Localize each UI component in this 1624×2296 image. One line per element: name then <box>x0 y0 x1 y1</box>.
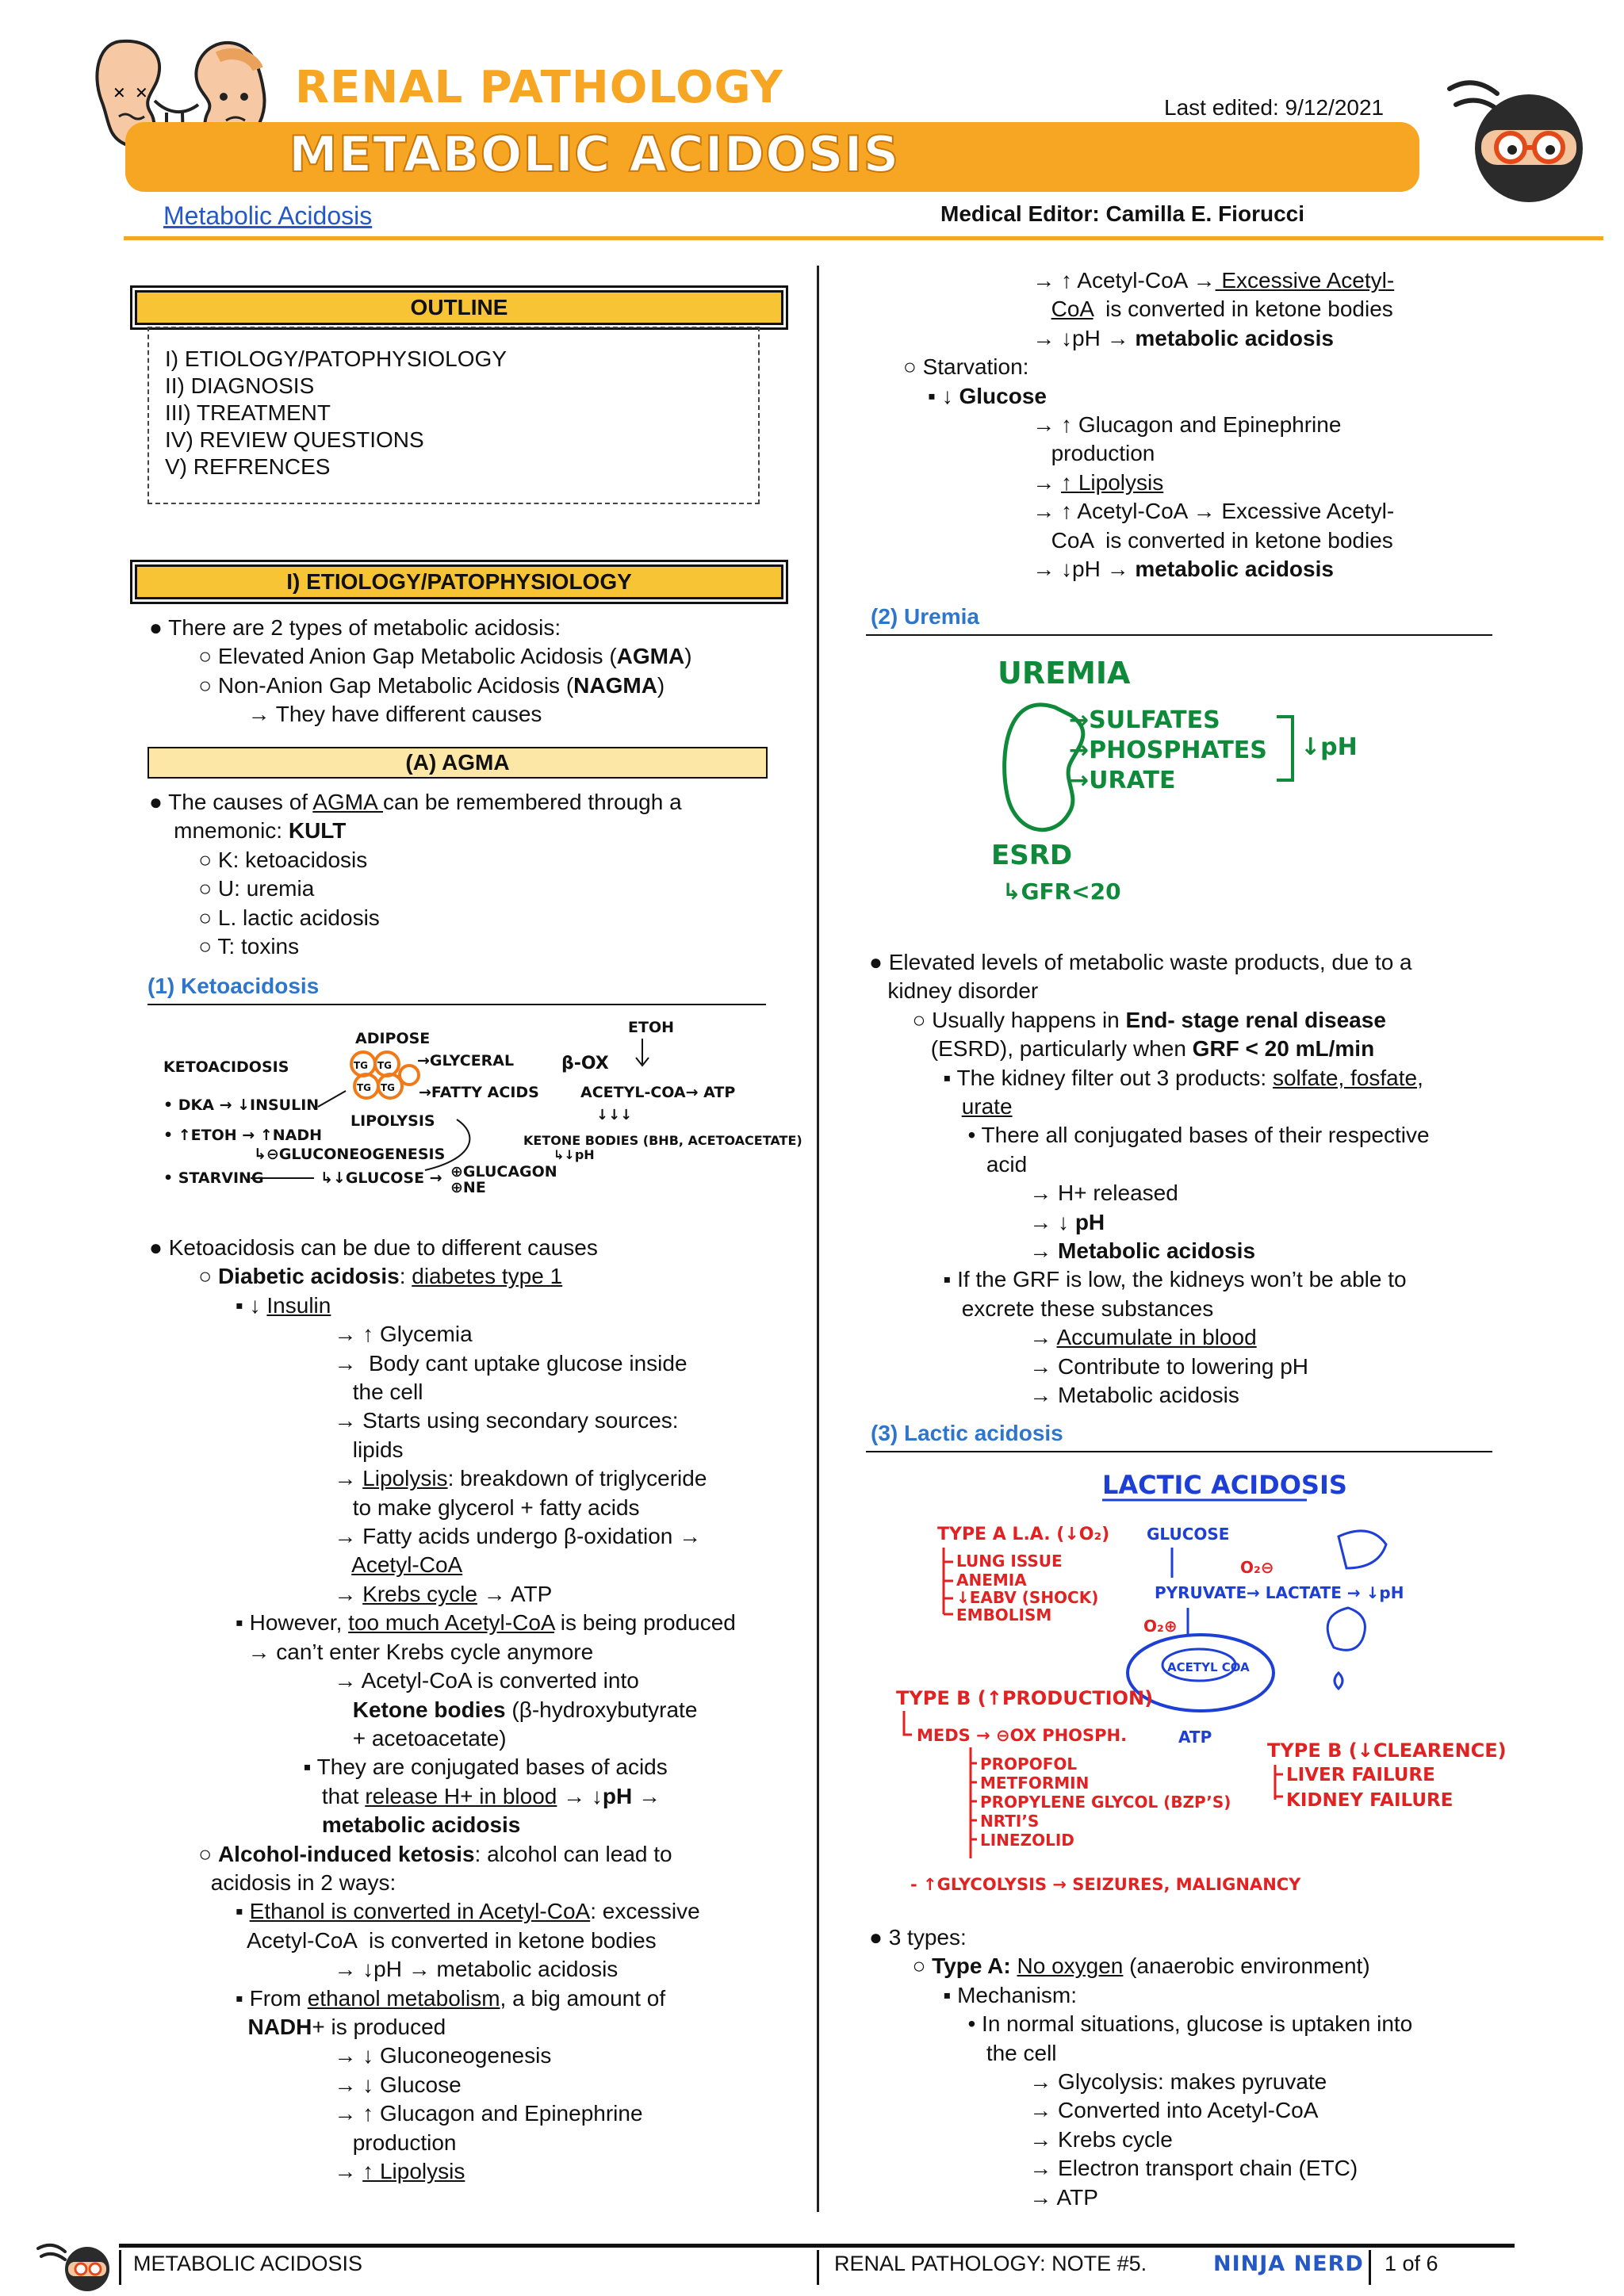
svg-text:LINEZOLID: LINEZOLID <box>980 1831 1074 1850</box>
svg-text:ADIPOSE: ADIPOSE <box>355 1030 431 1047</box>
ninja-footer-icon <box>35 2241 114 2293</box>
svg-text:• DKA → ↓INSULIN: • DKA → ↓INSULIN <box>163 1096 320 1114</box>
svg-text:- ↑GLYCOLYSIS → SEIZURES, MALI: - ↑GLYCOLYSIS → SEIZURES, MALIGNANCY <box>910 1875 1301 1894</box>
section1-intro: ● There are 2 types of metabolic acidosis: ○ Elevated Anion Gap Metabolic Acidosis (AGMA) ○ Non-Anion Gap Metabolic Acidosis (NAGMA) → They have different causes <box>149 615 692 727</box>
svg-text:O₂⊕: O₂⊕ <box>1143 1617 1178 1636</box>
ketoacidosis-diagram <box>155 1008 814 1199</box>
last-edited: Last edited: 9/12/2021 <box>1164 95 1385 120</box>
ketoacidosis-text: ● Ketoacidosis can be due to different causes ○ Diabetic acidosis: diabetes type 1 ▪ ↓ Insulin → ↑ Glycemia → Body cant uptake glucose inside the cell → Starts using secondary sources: lipids → Lipolysis: breakdown of triglyceride to make glycerol + fatty acids → Fatty acids undergo β-oxidation → Acetyl-CoA → Krebs cycle → ATP ▪ However, too much Acetyl-CoA is being produced → can’t enter Krebs cycle anymore → Acetyl-CoA is converted into Ketone bodies (β-hydroxybutyrate + acetoacetate) ▪ They are conjugated bases of acids that release H+ in blood → ↓pH → metabolic acidosis ○ Alcohol-induced ketosis: alcohol can lead to acidosis in 2 ways: ▪ Ethanol is converted in Acetyl-CoA: excessive Acetyl-CoA is converted in ketone bodies → ↓pH → metabolic acidosis ▪ From ethanol metabolism, a big amount of NADH+ is produced → ↓ Gluconeogenesis → ↓ Glucose → ↑ Glucagon and Epinephrine production → ↑ Lipolysis <box>149 1235 736 2183</box>
svg-text:ACETYL-COA→ ATP: ACETYL-COA→ ATP <box>580 1084 736 1101</box>
topic-link[interactable]: Metabolic Acidosis <box>163 201 373 230</box>
lactic-acidosis-heading-rule <box>866 1451 1492 1452</box>
lactic-acidosis-text: ● 3 types: ○ Type A: No oxygen (anaerobic environment) ▪ Mechanism: • In normal situations, glucose is uptaken into the cell → Glycolysis: makes pyruvate → Converted into Acetyl-CoA → Krebs cycle → Electron transport chain (ETC) → ATP <box>869 1925 1413 2210</box>
svg-text:TYPE A L.A. (↓O₂): TYPE A L.A. (↓O₂) <box>937 1525 1110 1544</box>
svg-text:• STARVING: • STARVING <box>163 1169 264 1187</box>
ketoacidosis-heading: (1) Ketoacidosis <box>147 974 320 998</box>
ninja-nerd-logo: NINJA NERD <box>1213 2252 1364 2276</box>
svg-text:O₂⊖: O₂⊖ <box>1240 1558 1274 1577</box>
svg-text:↳↓GLUCOSE →: ↳↓GLUCOSE → <box>320 1169 442 1187</box>
footer-left: METABOLIC ACIDOSIS <box>133 2252 363 2275</box>
svg-text:UREMIA: UREMIA <box>998 656 1131 691</box>
svg-text:KIDNEY FAILURE: KIDNEY FAILURE <box>1286 1790 1454 1811</box>
svg-text:LUNG ISSUE: LUNG ISSUE <box>956 1552 1063 1571</box>
medical-editor: Medical Editor: Camilla E. Fiorucci <box>940 201 1304 226</box>
header-title-main: METABOLIC ACIDOSIS <box>289 125 900 183</box>
ketoacidosis-heading-rule <box>147 1004 766 1005</box>
outline-list <box>165 346 507 480</box>
svg-text:↓↓↓: ↓↓↓ <box>596 1107 633 1123</box>
svg-text:TYPE B (↑PRODUCTION): TYPE B (↑PRODUCTION) <box>896 1687 1154 1709</box>
svg-text:METFORMIN: METFORMIN <box>980 1774 1090 1793</box>
outline-heading: OUTLINE <box>135 290 783 325</box>
uremia-text: ● Elevated levels of metabolic waste products, due to a kidney disorder ○ Usually happens in End- stage renal disease (ESRD), particularly when GRF < 20 mL/min ▪ The kidney filter out 3 products: solfate, fosfate, urate • There all conjugated bases of their respective acid → H+ released → ↓ pH → Metabolic acidosis ▪ If the GRF is low, the kidneys won’t be able to excrete these substances → Accumulate in blood → Contribute to lowering pH → Metabolic acidosis <box>869 950 1430 1408</box>
outline-item[interactable]: IV) REVIEW QUESTIONS <box>165 427 424 452</box>
svg-text:LIVER FAILURE: LIVER FAILURE <box>1286 1765 1435 1785</box>
svg-text:↳⊖GLUCONEOGENESIS: ↳⊖GLUCONEOGENESIS <box>254 1146 446 1163</box>
svg-text:KETOACIDOSIS: KETOACIDOSIS <box>163 1058 289 1076</box>
svg-text:→URATE: →URATE <box>1069 767 1176 794</box>
header-divider <box>124 236 1603 240</box>
svg-text:MEDS → ⊖OX PHOSPH.: MEDS → ⊖OX PHOSPH. <box>917 1726 1128 1745</box>
right-top-text: → ↑ Acetyl-CoA → Excessive Acetyl- CoA is converted in ketone bodies → ↓pH → metabolic acidosis ○ Starvation: ▪ ↓ Glucose → ↑ Glucagon and Epinephrine production → ↑ Lipolysis → ↑ Acetyl-CoA → Excessive Acetyl- CoA is converted in ketone bodies → ↓pH → metabolic acidosis <box>902 268 1395 582</box>
svg-text:LACTIC ACIDOSIS: LACTIC ACIDOSIS <box>1102 1470 1347 1500</box>
svg-text:ESRD: ESRD <box>991 840 1073 871</box>
svg-text:NRTI’S: NRTI’S <box>980 1812 1040 1831</box>
svg-text:→PHOSPHATES: →PHOSPHATES <box>1069 737 1267 764</box>
svg-text:→ LACTATE → ↓pH: → LACTATE → ↓pH <box>1247 1583 1404 1602</box>
svg-text:PROPOFOL: PROPOFOL <box>980 1755 1078 1774</box>
svg-text:→SULFATES: →SULFATES <box>1069 706 1220 734</box>
outline-item[interactable]: II) DIAGNOSIS <box>165 373 315 398</box>
outline-item[interactable]: V) REFRENCES <box>165 454 331 479</box>
svg-text:TG: TG <box>377 1060 393 1071</box>
uremia-diagram <box>975 644 1404 921</box>
svg-text:PYRUVATE: PYRUVATE <box>1155 1583 1247 1602</box>
svg-text:β-OX: β-OX <box>561 1054 609 1073</box>
svg-text:GLUCOSE: GLUCOSE <box>1147 1525 1230 1544</box>
ninja-mascot-icon <box>1434 73 1592 208</box>
svg-text:↓EABV (SHOCK): ↓EABV (SHOCK) <box>956 1588 1099 1607</box>
svg-text:LIPOLYSIS: LIPOLYSIS <box>350 1112 435 1130</box>
svg-text:ANEMIA: ANEMIA <box>956 1571 1027 1590</box>
svg-text:TYPE B (↓CLEARENCE): TYPE B (↓CLEARENCE) <box>1267 1739 1507 1762</box>
uremia-heading: (2) Uremia <box>871 604 979 629</box>
svg-text:✕: ✕ <box>135 83 148 102</box>
svg-text:TG: TG <box>381 1082 396 1093</box>
outline-item[interactable]: I) ETIOLOGY/PATOPHYSIOLOGY <box>165 346 507 371</box>
svg-text:• ↑ETOH → ↑NADH: • ↑ETOH → ↑NADH <box>163 1127 323 1144</box>
svg-text:TG: TG <box>354 1060 369 1071</box>
svg-text:PROPYLENE GLYCOL (BZP’S): PROPYLENE GLYCOL (BZP’S) <box>980 1793 1231 1812</box>
page-number: 1 of 6 <box>1385 2252 1438 2275</box>
agma-text: ● The causes of AGMA can be remembered through a mnemonic: KULT ○ K: ketoacidosis ○ U: uremia ○ L. lactic acidosis ○ T: toxins <box>149 790 682 959</box>
uremia-heading-rule <box>866 634 1492 636</box>
svg-text:KETONE BODIES (BHB, ACETOACETA: KETONE BODIES (BHB, ACETOACETATE) <box>523 1133 802 1148</box>
svg-text:↓pH: ↓pH <box>1300 733 1358 761</box>
svg-text:→FATTY ACIDS: →FATTY ACIDS <box>419 1084 539 1101</box>
column-divider <box>817 266 819 2212</box>
lactic-acidosis-heading: (3) Lactic acidosis <box>871 1421 1063 1445</box>
footer-rule <box>119 2244 1515 2248</box>
agma-heading: (A) AGMA <box>147 747 768 779</box>
svg-text:ATP: ATP <box>1178 1728 1212 1747</box>
svg-text:⊕GLUCAGON: ⊕GLUCAGON <box>450 1163 557 1181</box>
svg-text:ACETYL COA: ACETYL COA <box>1167 1660 1250 1674</box>
section1-heading: I) ETIOLOGY/PATOPHYSIOLOGY <box>135 564 783 599</box>
svg-text:TG: TG <box>357 1082 372 1093</box>
svg-text:↳GFR<20: ↳GFR<20 <box>1002 878 1121 905</box>
svg-text:EMBOLISM: EMBOLISM <box>956 1605 1052 1624</box>
outline-item[interactable]: III) TREATMENT <box>165 400 331 425</box>
header-title-top: RENAL PATHOLOGY <box>295 62 783 113</box>
footer-separator <box>1369 2250 1371 2285</box>
svg-text:⊕NE: ⊕NE <box>450 1179 486 1196</box>
footer-center: RENAL PATHOLOGY: NOTE #5. <box>834 2252 1147 2275</box>
footer-separator <box>119 2250 121 2285</box>
svg-text:→GLYCERAL: →GLYCERAL <box>417 1052 515 1070</box>
lactic-acidosis-diagram <box>894 1465 1513 1909</box>
svg-text:↳↓pH: ↳↓pH <box>553 1147 595 1162</box>
footer-separator <box>817 2250 819 2285</box>
svg-text:✕: ✕ <box>113 83 126 102</box>
svg-text:ETOH: ETOH <box>628 1019 674 1036</box>
